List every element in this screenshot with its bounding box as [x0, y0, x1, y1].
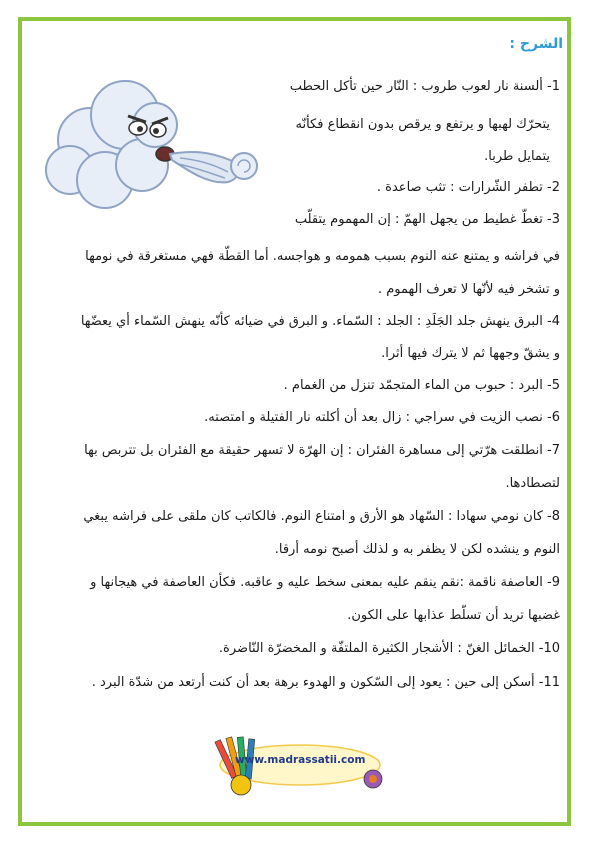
list-item-line: 8- كان نومي سهادا : السّهاد هو الأرق و امتناع النوم. فالكاتب كان ملقى على فراشه يبغي	[83, 509, 560, 524]
list-item-line: لتصطادها.	[505, 476, 560, 491]
list-item-line: 2- تطفر الشّرارات : تثب صاعدة .	[376, 180, 560, 195]
list-item-line: 10- الخمائل الغنّ : الأشجار الكثيرة الملتفّة و المخضرّة النّاضرة.	[218, 641, 560, 656]
list-item-line: 7- انطلقت هرّتي إلى مساهرة الفئران : إن الهرّة لا تسهر حقيقة مع الفئران بل تتربص بها	[84, 443, 560, 458]
list-item-line: 6- نصب الزيت في سراجي : زال بعد أن أكلته نار الفتيلة و امتصته.	[204, 410, 560, 425]
list-item-line: و تشخر فيه لأنّها لا تعرف الهموم .	[377, 282, 560, 297]
pencils-logo-icon	[205, 735, 385, 797]
list-item-line: و يشقّ وجهها ثم لا يترك فيها أثرا.	[381, 346, 560, 361]
list-item-line: النوم و ينشده لكن لا يظفر به و لذلك أصبح نومه أرقا.	[274, 542, 560, 557]
list-item-line: يتمايل طربا.	[484, 149, 550, 164]
list-item-line: 5- البرد : حبوب من الماء المتجمّد تنزل من الغمام .	[283, 378, 560, 393]
list-item-line: 4- البرق ينهش جلد الجَلَدِ : الجلد : السّماء. و البرق في ضيائه كأنّه ينهش السّماء أي يعضّها	[80, 314, 560, 329]
section-title: الشرح :	[509, 36, 563, 52]
list-item-line: 3- تغطّ غطيط من يجهل الهمّ : إن المهموم يتقلّب	[294, 212, 560, 227]
list-item-line: 11- أسكن إلى حين : يعود إلى السّكون و الهدوء برهة بعد أن كنت أرتعد من شدّة البرد .	[91, 675, 560, 690]
site-url-text: www.madrassatii.com	[235, 754, 366, 766]
list-item-line: 9- العاصفة ناقمة :نقم ينقم عليه بمعنى سخط عليه و عاقبه. فكأن العاصفة في هيجانها و	[90, 575, 560, 590]
list-item-line: في فراشه و يمتنع عنه النوم بسبب همومه و هواجسه. أما القطّة فهي مستغرقة في نومها	[85, 249, 560, 264]
list-item-line: يتحرّك لهبها و يرتفع و يرقص بدون انقطاع فكأنّه	[295, 117, 550, 132]
list-item-line: 1- ألسنة نار لعوب طروب : النّار حين تأكل الحطب	[289, 79, 560, 94]
list-item-line: غضبها تريد أن تسلّط عذابها على الكون.	[347, 608, 560, 623]
explanation-list	[36, 0, 560, 842]
